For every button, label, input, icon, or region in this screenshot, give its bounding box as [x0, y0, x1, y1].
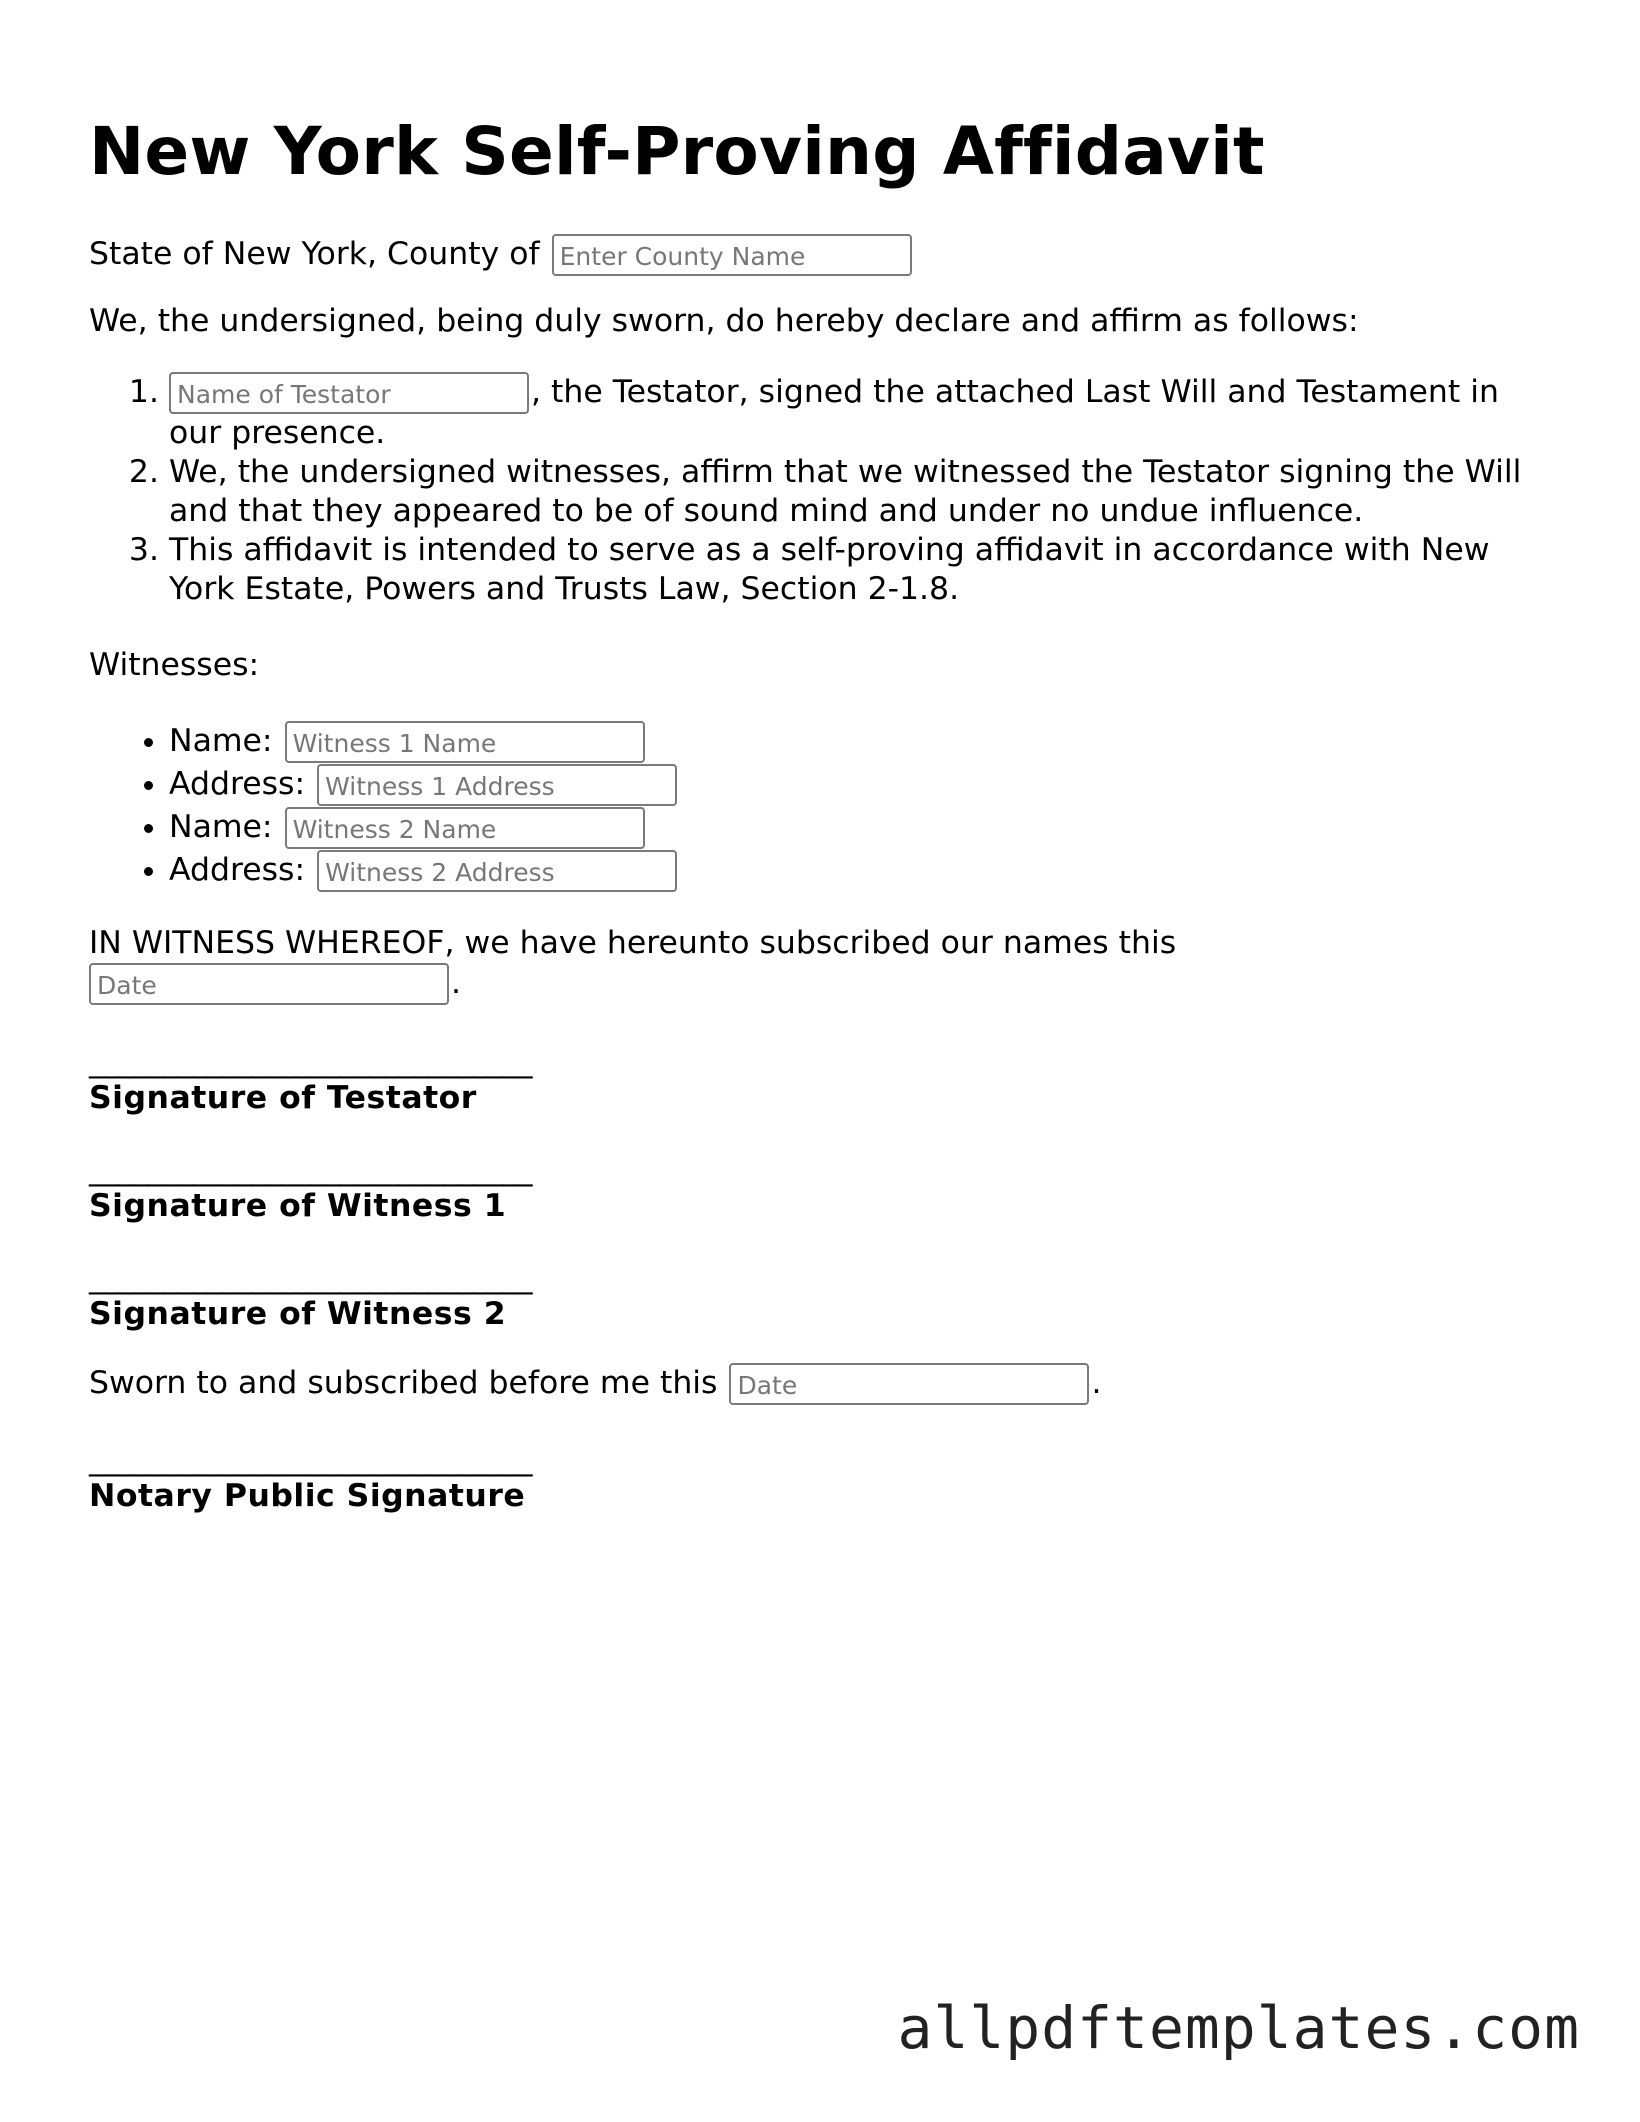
- witness-1-address-input[interactable]: [317, 764, 677, 806]
- intro-paragraph: We, the undersigned, being duly sworn, do hereby declare and affirm as follows:: [89, 303, 1359, 339]
- declaration-list: [89, 372, 1539, 609]
- county-label: State of New York, County of: [89, 236, 540, 272]
- notary-signature-label: Notary Public Signature: [89, 1478, 526, 1514]
- signature-line: ______________________________: [89, 1441, 532, 1477]
- witness-2-signature-label: Signature of Witness 2: [89, 1296, 507, 1332]
- witness-field-label: Name:: [169, 809, 273, 845]
- whereof-period: .: [451, 965, 462, 1001]
- signature-line: ______________________________: [89, 1151, 532, 1187]
- notary-signature-block: [89, 1441, 1539, 1515]
- sworn-date-input[interactable]: [729, 1363, 1089, 1405]
- watermark-text: allpdftemplates.com: [897, 1994, 1580, 2062]
- testator-signature-label: Signature of Testator: [89, 1080, 477, 1116]
- witness-2-name-item: [169, 806, 1539, 849]
- witness-field-label: Name:: [169, 723, 273, 759]
- sworn-text: Sworn to and subscribed before me this: [89, 1365, 718, 1401]
- witness-1-signature-block: [89, 1151, 1539, 1225]
- declaration-item-1-text: , the Testator, signed the attached Last Will and Testament in our presence.: [169, 374, 1499, 451]
- testator-name-input[interactable]: [169, 372, 529, 414]
- witness-field-label: Address:: [169, 766, 306, 802]
- whereof-paragraph: [89, 924, 1539, 1005]
- whereof-text: IN WITNESS WHEREOF, we have hereunto subscribed our names this: [89, 925, 1177, 961]
- witness-2-signature-block: [89, 1259, 1539, 1333]
- witness-field-label: Address:: [169, 852, 306, 888]
- county-input[interactable]: [552, 234, 912, 276]
- sworn-paragraph: [89, 1363, 1539, 1405]
- witness-2-address-item: [169, 849, 1539, 892]
- testator-signature-block: [89, 1043, 1539, 1117]
- witness-1-address-item: [169, 763, 1539, 806]
- signature-line: ______________________________: [89, 1259, 532, 1295]
- sworn-period: .: [1091, 1365, 1102, 1401]
- whereof-date-input[interactable]: [89, 963, 449, 1005]
- witness-1-name-input[interactable]: [285, 721, 645, 763]
- witnesses-label: Witnesses:: [89, 647, 260, 683]
- signature-line: ______________________________: [89, 1043, 532, 1079]
- declaration-item-3: 3. This affidavit is intended to serve as a self-proving affidavit in accordance with New York Estate, Powers and Trusts Law, Section 2-1.8.: [169, 531, 1539, 609]
- declaration-item-1: [169, 372, 1539, 453]
- witness-2-name-input[interactable]: [285, 807, 645, 849]
- declaration-item-2: 2. We, the undersigned witnesses, affirm that we witnessed the Testator signing the Will and that they appeared to be of sound mind and under no undue influence.: [169, 453, 1539, 531]
- witness-list: [89, 720, 1539, 892]
- county-line: [89, 234, 1539, 276]
- page-title: New York Self-Proving Affidavit: [89, 113, 1265, 190]
- witness-2-address-input[interactable]: [317, 850, 677, 892]
- affidavit-document: [89, 108, 1539, 1515]
- witness-1-name-item: [169, 720, 1539, 763]
- witness-1-signature-label: Signature of Witness 1: [89, 1188, 507, 1224]
